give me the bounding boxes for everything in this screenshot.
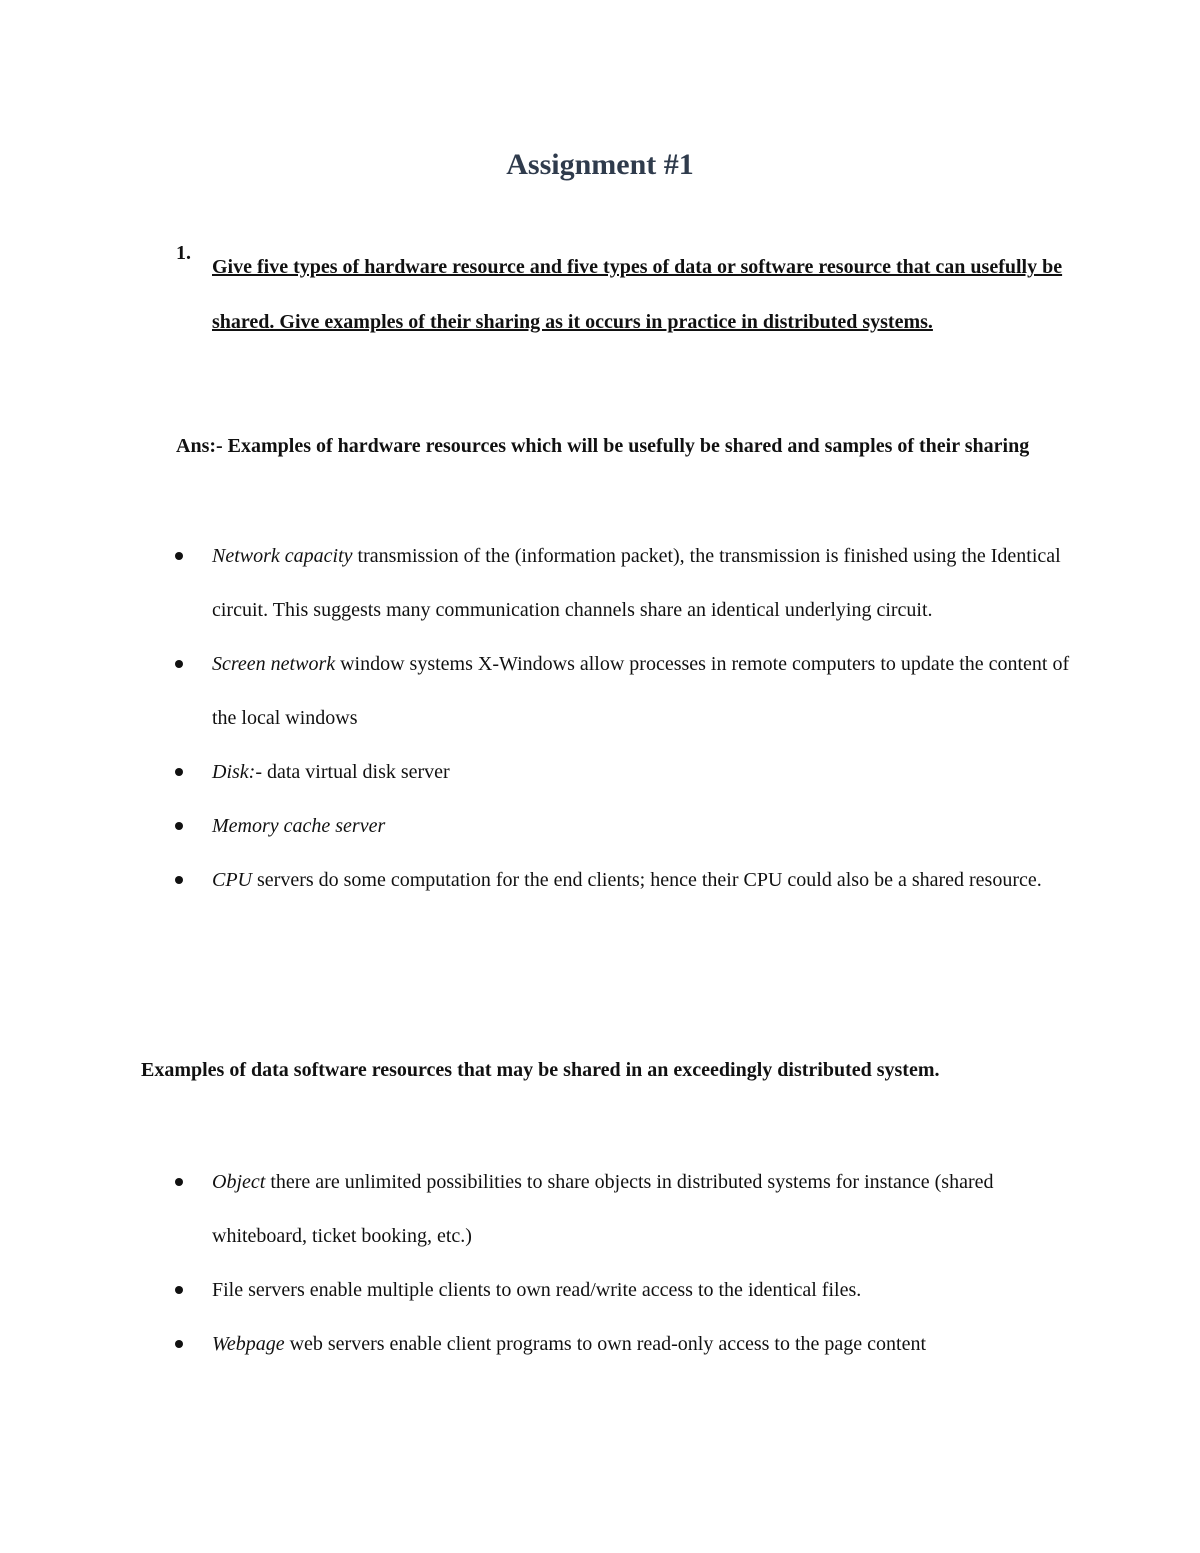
item-term: Network capacity — [212, 545, 353, 567]
item-text: there are unlimited possibilities to share objects in distributed systems for instance (shared whiteboard, ticket booking, etc.) — [212, 1171, 994, 1247]
question-number: 1. — [176, 242, 191, 264]
question-text: Give five types of hardware resource and five types of data or software resource that can usefully be shared. Give examples of their sharing as it occurs in practice in distributed systems. — [212, 256, 1063, 333]
list-item — [212, 1317, 1082, 1371]
list-item — [212, 1263, 1082, 1317]
bullet-icon — [175, 660, 183, 668]
item-text: transmission of the (information packet), the transmission is finished using the Identical circuit. This suggests many communication channels share an identical underlying circuit. — [212, 545, 1061, 621]
answer-intro: Ans:- Examples of hardware resources which will be usefully be shared and samples of their sharing — [176, 435, 1030, 457]
item-text: File servers enable multiple clients to own read/write access to the identical files. — [212, 1279, 862, 1301]
list-item — [212, 745, 1082, 799]
bullet-icon — [175, 1340, 183, 1348]
document-title: Assignment #1 — [506, 148, 694, 181]
bullet-icon — [175, 876, 183, 884]
list-item — [212, 1155, 1082, 1263]
list-item — [212, 799, 1082, 853]
software-heading: Examples of data software resources that may be shared in an exceedingly distributed system. — [141, 1059, 940, 1081]
bullet-icon — [175, 1286, 183, 1294]
list-item — [212, 637, 1082, 745]
item-text: window systems X-Windows allow processes in remote computers to update the content of the local windows — [212, 653, 1070, 729]
item-term: Webpage — [212, 1333, 285, 1355]
item-term: CPU — [212, 869, 252, 891]
item-text: servers do some computation for the end clients; hence their CPU could also be a shared resource. — [252, 869, 1042, 891]
list-item — [212, 853, 1082, 907]
hardware-resource-list — [212, 529, 1082, 907]
bullet-icon — [175, 768, 183, 776]
bullet-icon — [175, 1178, 183, 1186]
item-term: Screen network — [212, 653, 336, 675]
item-term: Memory cache server — [212, 815, 386, 837]
item-term: Disk: — [212, 761, 256, 783]
bullet-icon — [175, 822, 183, 830]
bullet-icon — [175, 552, 183, 560]
list-item — [212, 529, 1082, 637]
item-text: web servers enable client programs to own read-only access to the page content — [284, 1333, 927, 1355]
item-text: - data virtual disk server — [255, 761, 450, 783]
item-term: Object — [212, 1171, 266, 1193]
software-resource-list — [212, 1155, 1082, 1371]
